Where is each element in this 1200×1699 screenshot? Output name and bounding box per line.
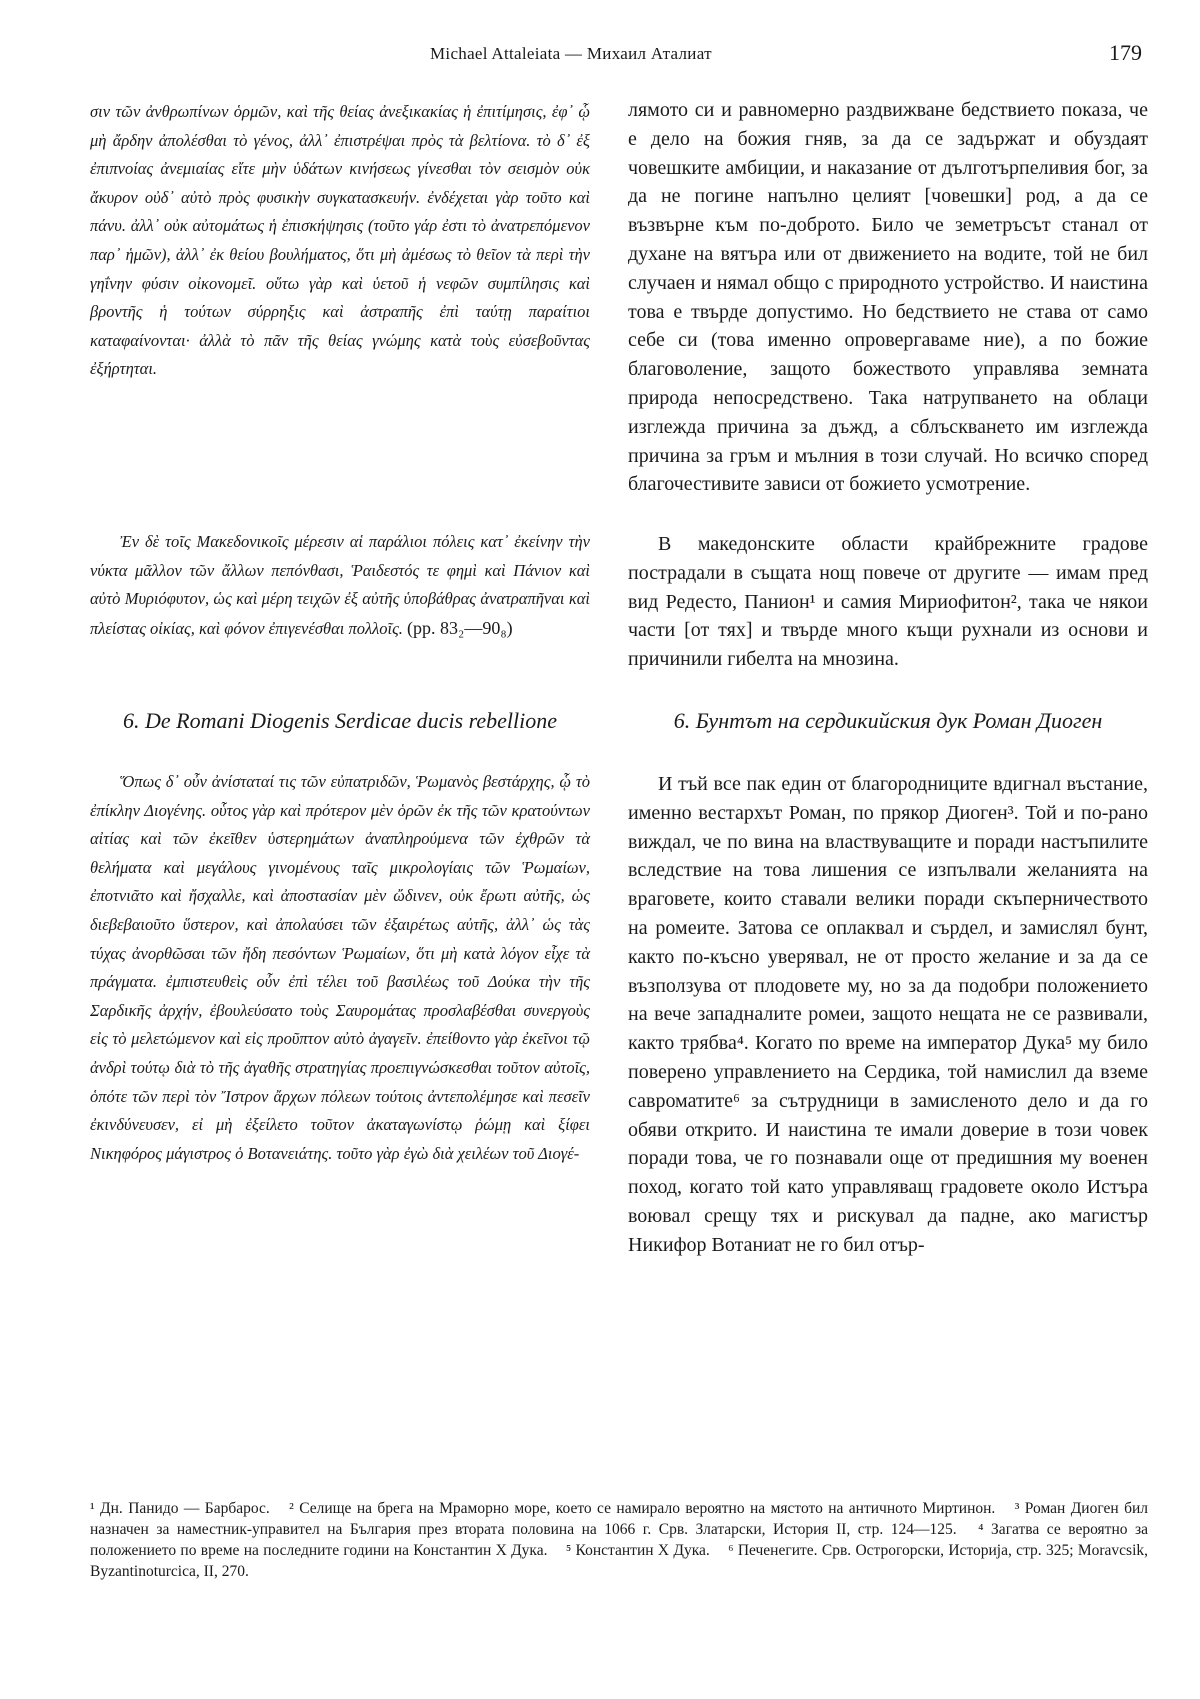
greek-text: σιν τῶν ἀνθρωπίνων ὁρμῶν, καὶ τῆς θείας ἀνεξικακίας ἡ ἐπιτίμησις, ἐφ᾽ ᾧ μὴ ἄρδην ἀπολέσθαι τὸ γένος, ἀλλ᾽ ἐπιστρέψαι πρὸς τὰ βελτίονα. τὸ δ᾽ ἐξ ἐπιπνοίας ἀνεμιαίας εἴτε μὴν ὑδάτων κινήσεως γίνεσθαι τὸν σεισμὸν οὐκ ἄκυρον οὐδ᾽ αὐτὸ πρὸς φυσικὴν συγκατασκευήν. ἐνδέχεται γὰρ τοῦτο καὶ πάνυ. ἀλλ᾽ οὐκ αὐτομάτως ἡ ἐπισκήψησις (τοῦτο γάρ ἐστι τὸ ἀνατρεπόμενον παρ᾽ ἡμῶν), ἀλλ᾽ ἐκ θείου βουλήματος, ὅτι μὴ ἀμέσως τὸ θεῖον τὰ περὶ τὴν γηΐνην φύσιν οἰκονομεῖ. οὕτω γὰρ καὶ ὑετοῦ ἡ νεφῶν συμπίλησις καὶ βροντῆς ἡ τούτων σύρρηξις καὶ ἀστραπῆς ἐπὶ ταύτῃ παραίτιοι καταφαίνονται· ἀλλὰ τὸ πᾶν τῆς θείας γνώμης κατὰ τοὺς εὐσεβοῦντας ἐξήρτηται. [90,102,590,379]
greek-text: Ὅπως δ᾽ οὖν ἀνίσταταί τις τῶν εὐπατριδῶν, Ῥωμανὸς βεστάρχης, ᾧ τὸ ἐπίκλην Διογένης. οὗτος γὰρ καὶ πρότερον μὲν ὁρῶν ἐκ τῆς τῶν κρατούντων αἰτίας καὶ τῶν ἐκεῖθεν ὑστερημάτων ἀναπληρούμενα τῶν ἐχθρῶν τὰ θελήματα καὶ μεγάλους γινομένους ταῖς μικρολογίαις τῶν Ῥωμαίων, ἐποτνιᾶτο καὶ ἤσχαλλε, καὶ ἀποστασίαν μὲν ὤδινεν, οὐκ ἔρωτι αὐτῆς, ὡς διεβεβαιοῦτο ὕστερον, καὶ ἀπολαύσει τῶν ἐξαιρέτως αὐτῆς, ἀλλ᾽ ὡς τὰς τύχας ἀνορθῶσαι τῶν ἤδη πεσόντων Ῥωμαίων, ὅτι μὴ κατὰ λόγον εἶχε τὰ πράγματα. ἐμπιστευθεὶς οὖν ἐπὶ τέλει τοῦ βασιλέως τοῦ Δούκα τὴν τῆς Σαρδικῆς ἀρχήν, ἐβουλεύσατο τοὺς Σαυρομάτας προσλαβέσθαι συνεργοὺς εἰς τὸ μελετώμενον καὶ εἰς προῦπτον αὐτὸ ἀγαγεῖν. ἐπείθοντο γὰρ ἐκεῖνοι τῷ ἀνδρὶ τούτῳ διὰ τὸ τῆς ἀγαθῆς στρατηγίας προεπιγνώσκεσθαι τοῦτον αὐτοῖς, ὁπότε τῶν περὶ τὸν Ἴστρον ἄρχων πόλεων τούτοις ἀντεπολέμησε καὶ πεσεῖν ἐκινδύνευσεν, εἰ μὴ ἐξείλετο τοῦτον ἀκαταγωνίστῳ ῥώμῃ καὶ ξίφει Νικηφόρος μάγιστρος ὁ Βοτανειάτης. τοῦτο γὰρ ἐγὼ διὰ χειλέων τοῦ Διογέ- [90,772,590,1163]
greek-paragraph-3 [90,768,590,1168]
greek-paragraph-2 [90,528,590,643]
footnote-2: ² Селище на брега на Мраморно море, което се намирало вероятно на мястото на античното Миртинон. [289,1500,996,1517]
bulgarian-text: В македонските области крайбрежните градове пострадали в същата нощ повече от другите — имам пред вид Редесто, Панион¹ и самия Мириофитон², така че някои части [от тях] и твърде много къщи рухнали из основи и причинили гибелта на мнозина. [628,533,1148,671]
section-title: 6. De Romani Diogenis Serdicae ducis rebellione [123,708,557,733]
bulgarian-text: лямото си и равномерно раздвижване бедствието показа, че е дело на божия гняв, за да се задържат и обуздаят човешките амбиции, и наказание от дълготърпеливия бог, за да не погине напълно целият [човешки] род, а да се възвърне към по-доброто. Било че земетръсът станал от духане на вятъра или от движението на водите, той не бил случаен и нямал общо с природното устройство. И наистина това е твърде допустимо. Но бедствието не става от само себе си (това именно опровергаваме ние), а по божие благоволение, защото божеството управлява земната природа непосредствено. Така натрупването на облаци изглежда причина за дъжд, а сблъскването им изглежда причина за гръм и мълния в този случай. Но всичко според благочестивите зависи от божието усмотрение. [628,99,1148,496]
bulgarian-paragraph-3 [628,770,1148,1260]
source-reference: (pp. 83₂—90₈) [407,617,513,638]
footnote-5: ⁵ Константин X Дука. [565,1542,710,1559]
greek-text-body: Ἐν δὲ τοῖς Μακεδονικοῖς μέρεσιν αἱ παράλιοι πόλεις κατ᾽ ἐκείνην τὴν νύκτα μᾶλλον τῶν ἄλλων πεπόνθασι, Ῥαιδεστός τε φημὶ καὶ Πάνιον καὶ αὐτὸ Μυριόφυτον, ὡς καὶ μέρη τειχῶν ἐξ αὐτῆς ὑποβάθρας ἀνατραπῆναι καὶ πλείστας οἰκίας, καὶ φόνον ἐπιγενέσθαι πολλοῖς. [90,532,590,638]
section-title: 6. Бунтът на сердикийския дук Роман Диоген [673,708,1103,733]
footnotes [90,1498,1148,1582]
footnote-4: ⁴ Загатва се вероятно за положението по време на последните години на Константин X Дука. [90,1521,1149,1559]
page-number: 179 [1109,40,1142,65]
bulgarian-text: И тъй все пак един от благородниците вдигнал въстание, именно вестархът Роман, по прякор Диоген³. Той и по-рано виждал, че по вина на властвуващите и поради настъпилите вследствие на това лишения се изпълвали желанията на враговете, които ставали велики поради скъперничеството на ромеите. Затова се оплаквал и сърдел, и замислял бунт, както по-късно уверявал, не от просто желание и за да се възползува от плодовете му, но за да подобри положението на вече западналите ромеи, защото нещата не се развивали, както трябва⁴. Когато по време на император Дука⁵ му било поверено управлението на Сердика, той намислил да вземе савроматите⁶ за сътрудници в замисленото дело и да го обяви открито. И наистина те имали доверие в този човек поради това, че го познавали още от предишния му военен поход, когато той като управляващ градовете около Истъра воювал срещу тях и рискувал да падне, ако магистър Никифор Вотаниат не го бил отър- [628,773,1148,1256]
bulgarian-paragraph-2 [628,530,1148,674]
footnote-1: ¹ Дн. Панидо — Барбарос. [90,1500,270,1517]
bulgarian-paragraph-1 [628,96,1148,499]
greek-text [90,528,590,643]
footnote-3: ³ Роман Диоген бил назначен за наместник-управител на България през втората половина на 1066 г. Срв. Златарски, История II, стр. 124—125. [90,1500,1148,1538]
section-heading-latin [90,707,590,735]
footnote-6: ⁶ Печенегите. Срв. Острогорски, Историја, стр. 325; Moravcsik, Byzantinoturcica, II, 270. [90,1542,1149,1580]
greek-paragraph-1 [90,98,590,384]
running-title: Michael Attaleiata — Михаил Аталиат [430,44,712,63]
running-header [0,40,1200,80]
section-heading-bulgarian [628,707,1148,735]
